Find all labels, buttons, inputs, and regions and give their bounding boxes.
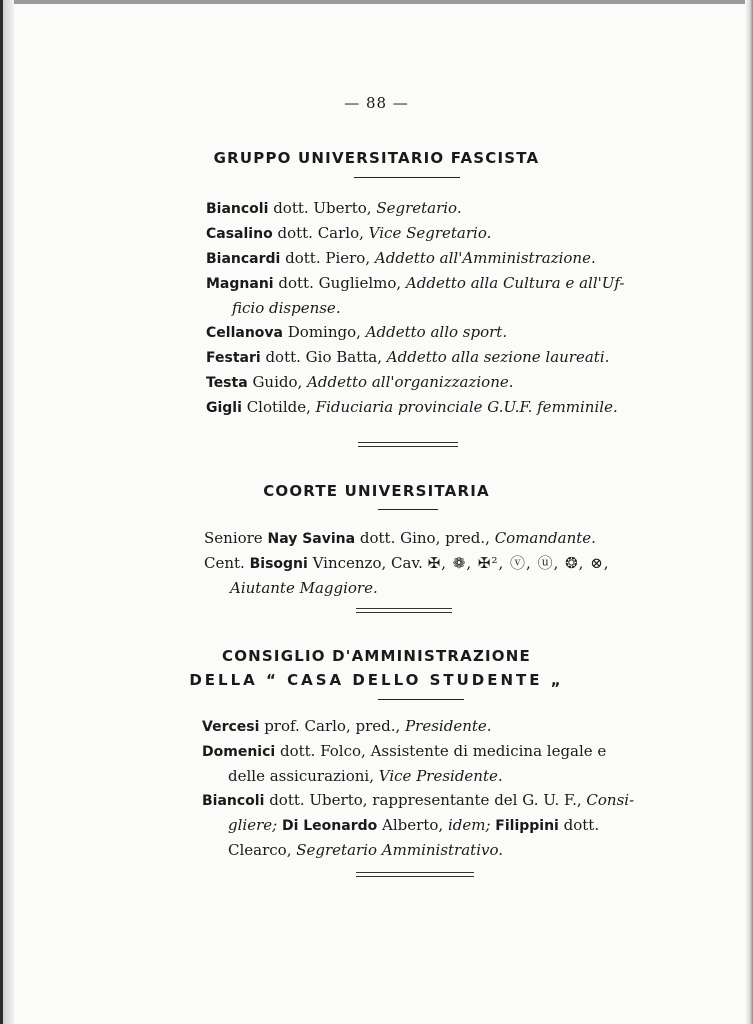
heading-underline xyxy=(378,699,464,700)
consiglio-entries xyxy=(202,714,642,862)
page-number: — 88 — xyxy=(344,94,409,112)
section-heading-coorte: COORTE UNIVERSITARIA xyxy=(263,482,490,500)
guf-entries xyxy=(206,196,646,420)
list-item: Seniore Nay Savina dott. Gino, pred., Comandante. xyxy=(204,529,596,547)
list-item: Gigli Clotilde, Fiduciaria provinciale G.U.F. femminile. xyxy=(206,398,618,416)
page-top-edge xyxy=(0,0,753,4)
coorte-entries xyxy=(204,526,644,600)
list-item: Festari dott. Gio Batta, Addetto alla sezione laureati. xyxy=(206,348,610,366)
list-item: Vercesi prof. Carlo, pred., Presidente. xyxy=(202,717,492,735)
section-divider xyxy=(358,442,458,447)
decoration-symbols: ✠, ❁, ✠², ⓥ, ⓤ, ❂, ⊗, xyxy=(427,554,610,572)
heading-underline xyxy=(354,177,460,178)
section-divider xyxy=(356,608,452,613)
list-item: Cellanova Domingo, Addetto allo sport. xyxy=(206,323,508,341)
list-item: Testa Guido, Addetto all'organizzazione. xyxy=(206,373,514,391)
list-item: Casalino dott. Carlo, Vice Segretario. xyxy=(206,224,492,242)
list-item: Biancardi dott. Piero, Addetto all'Amministrazione. xyxy=(206,249,596,267)
heading-underline xyxy=(378,509,438,510)
section-divider xyxy=(356,872,474,877)
section-heading-consiglio: CONSIGLIO D'AMMINISTRAZIONE DELLA “ CASA DELLO STUDENTE „ xyxy=(189,647,564,689)
list-item: Magnani dott. Guglielmo, Addetto alla Cultura e all'Uf- ficio dispense. xyxy=(206,274,625,317)
list-item: Biancoli dott. Uberto, Segretario. xyxy=(206,199,462,217)
list-item: Biancoli dott. Uberto, rappresentante del G. U. F., Consi- gliere; Di Leonardo Alberto, idem; Filippini dott. Clearco, Segretario Amministrativo. xyxy=(202,791,635,859)
list-item: Domenici dott. Folco, Assistente di medicina legale e delle assicurazioni, Vice Presidente. xyxy=(202,742,607,785)
section-heading-guf: GRUPPO UNIVERSITARIO FASCISTA xyxy=(213,149,540,167)
list-item: Cent. Bisogni Vincenzo, Cav. ✠, ❁, ✠², ⓥ, ⓤ, ❂, ⊗, Aiutante Maggiore. xyxy=(204,554,610,597)
